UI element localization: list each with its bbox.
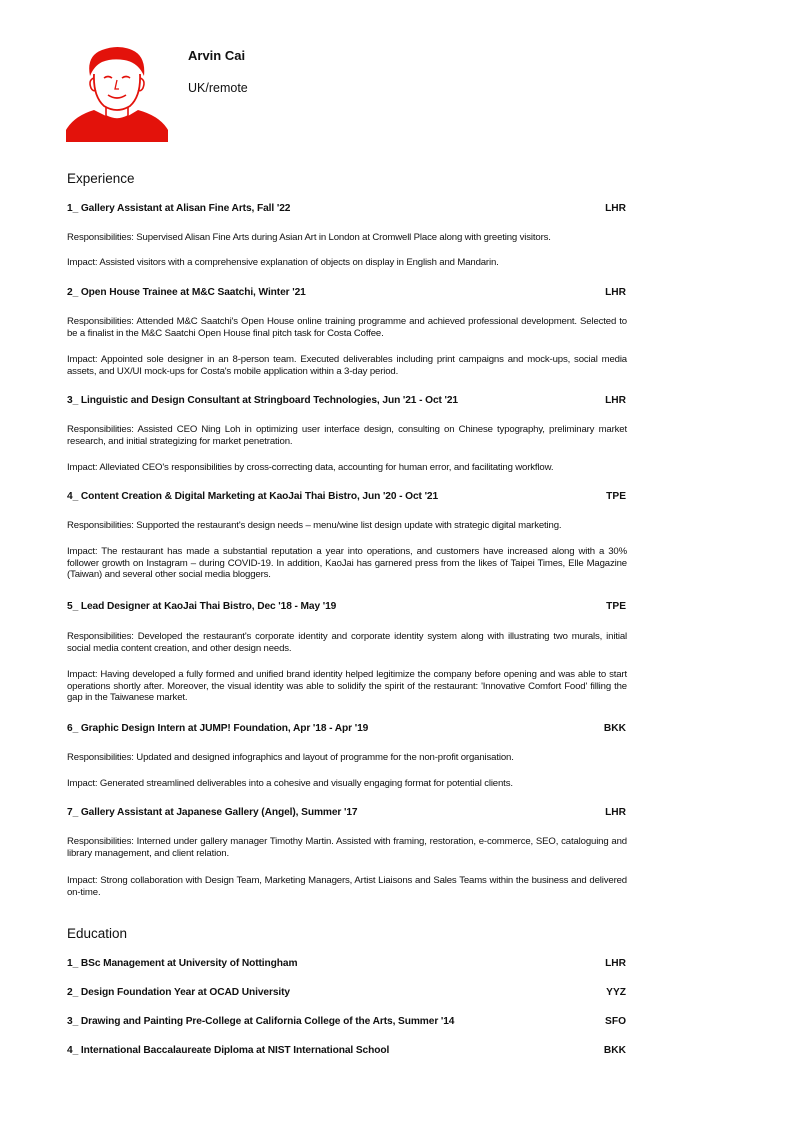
- education-item: 3_ Drawing and Painting Pre-College at California College of the Arts, Summer '14: [67, 1016, 455, 1027]
- education-item: 2_ Design Foundation Year at OCAD University: [67, 987, 290, 998]
- job-location-code: TPE: [606, 601, 626, 612]
- job-responsibilities: Responsibilities: Attended M&C Saatchi's Open House online training programme and achieved professional development. Selected to be a finalist in the M&C Saatchi Open House final pitch task for Costa Coffee.: [67, 316, 627, 339]
- education-location-code: SFO: [605, 1016, 626, 1027]
- experience-heading: Experience: [67, 171, 135, 186]
- education-location-code: LHR: [605, 958, 626, 969]
- job-location-code: LHR: [605, 287, 626, 298]
- job-title: 2_ Open House Trainee at M&C Saatchi, Winter '21: [67, 287, 306, 298]
- education-item: 1_ BSc Management at University of Nottingham: [67, 958, 298, 969]
- job-responsibilities: Responsibilities: Supported the restaurant's design needs – menu/wine list design update with strategic digital marketing.: [67, 520, 562, 531]
- candidate-location: UK/remote: [188, 81, 248, 95]
- job-impact: Impact: Appointed sole designer in an 8-person team. Executed deliverables including print campaigns and mock-ups, social media assets, and UX/UI mock-ups for Costa's mobile application within a 3-day period.: [67, 354, 627, 377]
- job-impact: Impact: Having developed a fully formed and unified brand identity helped legitimize the company before opening and was able to start operations shortly after. Moreover, the visual identity was able to solidify the spirit of the restaurant: 'Innovative Comfort Food' filling the gap in the Taiwanese market.: [67, 669, 627, 703]
- job-title: 4_ Content Creation & Digital Marketing at KaoJai Thai Bistro, Jun '20 - Oct '21: [67, 491, 439, 502]
- job-title: 6_ Graphic Design Intern at JUMP! Foundation, Apr '18 - Apr '19: [67, 723, 369, 734]
- job-location-code: BKK: [603, 723, 626, 734]
- job-location-code: LHR: [605, 807, 626, 818]
- education-heading: Education: [67, 926, 128, 941]
- job-impact: Impact: The restaurant has made a substantial reputation a year into operations, and customers have increased along with a 30% follower growth on Instagram – during COVID-19. In addition, KaoJai has garnered press from the likes of Taipei Times, Elle Magazine (Taiwan) and several other social media bloggers.: [67, 546, 627, 580]
- job-title: 1_ Gallery Assistant at Alisan Fine Arts, Fall '22: [67, 203, 291, 214]
- job-impact: Impact: Generated streamlined deliverables into a cohesive and visually engaging format for potential clients.: [67, 778, 513, 789]
- job-location-code: TPE: [606, 491, 626, 502]
- education-item: 4_ International Baccalaureate Diploma at NIST International School: [67, 1045, 390, 1056]
- job-responsibilities: Responsibilities: Supervised Alisan Fine Arts during Asian Art in London at Cromwell Place along with greeting visitors.: [67, 232, 551, 243]
- job-title: 7_ Gallery Assistant at Japanese Gallery (Angel), Summer '17: [67, 807, 358, 818]
- avatar: [66, 46, 168, 142]
- job-responsibilities: Responsibilities: Developed the restaurant's corporate identity and corporate identity system along with illustrating two murals, initial social media content creation, and other design needs.: [67, 631, 627, 654]
- job-title: 5_ Lead Designer at KaoJai Thai Bistro, Dec '18 - May '19: [67, 601, 337, 612]
- job-impact: Impact: Alleviated CEO's responsibilities by cross-correcting data, accounting for human error, and facilitating workflow.: [67, 462, 554, 473]
- job-responsibilities: Responsibilities: Assisted CEO Ning Loh in optimizing user interface design, consulting on Chinese typography, preliminary market research, and initial strategizing for market penetration.: [67, 424, 627, 447]
- job-location-code: LHR: [605, 203, 626, 214]
- job-responsibilities: Responsibilities: Interned under gallery manager Timothy Martin. Assisted with framing, restoration, e-commerce, SEO, cataloguing and library management, and client relation.: [67, 836, 627, 859]
- education-location-code: YYZ: [606, 987, 626, 998]
- job-location-code: LHR: [605, 395, 626, 406]
- job-title: 3_ Linguistic and Design Consultant at Stringboard Technologies, Jun '21 - Oct '21: [67, 395, 458, 406]
- education-location-code: BKK: [603, 1045, 626, 1056]
- job-impact: Impact: Strong collaboration with Design Team, Marketing Managers, Artist Liaisons and Sales Teams within the business and delivered on-time.: [67, 875, 627, 898]
- candidate-name: Arvin Cai: [188, 48, 246, 63]
- job-responsibilities: Responsibilities: Updated and designed infographics and layout of programme for the non-profit organisation.: [67, 752, 514, 763]
- job-impact: Impact: Assisted visitors with a comprehensive explanation of objects on display in English and Mandarin.: [67, 257, 499, 268]
